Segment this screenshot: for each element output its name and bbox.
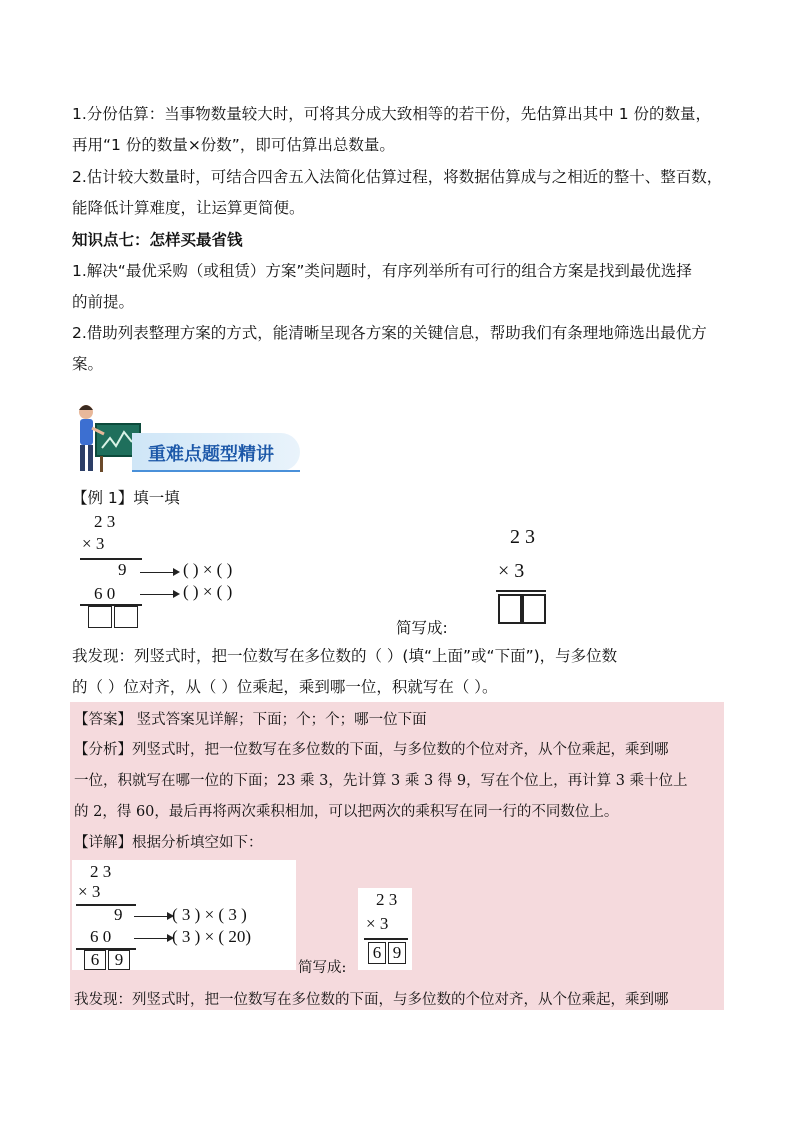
detail-heading: 【详解】根据分析填空如下： (74, 835, 263, 851)
calc-line-1 (80, 558, 142, 560)
ans-simple-multiplier: × 3 (366, 914, 389, 933)
ans-simple-form (358, 888, 412, 970)
question-line-2: 的（ ）位对齐，从（ ）位乘起，乘到哪一位，积就写在（ ）。 (72, 678, 498, 696)
ans-arrow-1 (134, 916, 168, 917)
simple-form (496, 526, 556, 626)
arrow-1 (140, 572, 174, 573)
conclusion-line: 我发现：列竖式时，把一位数写在多位数的下面，与多位数的个位对齐，从个位乘起，乘到哪 (74, 992, 669, 1008)
ans-simple-multiplicand: 2 3 (376, 890, 398, 909)
ans-calc-multiplier: × 3 (78, 882, 101, 901)
question-line-1: 我发现：列竖式时，把一位数写在多位数的（ ）(填“上面”或“下面”)，与多位数 (72, 647, 618, 665)
example-1-label: 【例 1】填一填 (72, 489, 180, 507)
ans-calc-partial-2: 6 0 (90, 927, 112, 946)
simple-multiplicand: 2 3 (510, 526, 535, 548)
analysis-line-2: 一位，积就写在哪一位的下面；23 乘 3，先计算 3 乘 3 得 9，写在个位上，再计算 3 乘十位上 (74, 773, 688, 789)
answer-box-ones[interactable] (114, 606, 138, 628)
banner-underline (132, 470, 300, 472)
arrowhead-1 (173, 568, 180, 576)
estimate-tip-1-line-2: 再用“1 份的数量×份数”，即可估算出总数量。 (72, 136, 395, 154)
buy-tip-2-line-2: 案。 (72, 355, 104, 373)
answer-line: 【答案】 竖式答案见详解；下面；个；个；哪一位下面 (74, 712, 427, 728)
ans-calc-partial-1: 9 (114, 905, 123, 924)
estimate-tip-2-line-2: 能降低计算难度，让运算更简便。 (72, 199, 305, 217)
ans-simple-line (364, 938, 408, 940)
calc-paren-1: ( ) × ( ) (183, 560, 233, 579)
arrowhead-2 (173, 590, 180, 598)
buy-tip-1-line-1: 1.解决“最优采购（或租赁）方案”类问题时，有序列举所有可行的组合方案是找到最优选择 (72, 262, 692, 280)
analysis-line-3: 的 2，得 60，最后再将两次乘积相加，可以把两次的乘积写在同一行的不同数位上。 (74, 804, 619, 820)
calc-multiplicand: 2 3 (94, 512, 116, 531)
simple-label: 简写成: (396, 619, 448, 637)
ans-box-ones: 9 (108, 950, 130, 970)
ans-box-tens: 6 (84, 950, 106, 970)
calc-paren-2: ( ) × ( ) (183, 582, 233, 601)
ans-calc-multiplicand: 2 3 (90, 862, 112, 881)
calc-partial-2: 6 0 (94, 584, 116, 603)
knowledge-point-7-heading: 知识点七：怎样买最省钱 (72, 231, 243, 249)
buy-tip-1-line-2: 的前提。 (72, 293, 135, 311)
ans-calc-line-1 (76, 904, 136, 906)
ans-simple-box-tens: 6 (368, 942, 386, 964)
calc-multiplier: × 3 (82, 534, 105, 553)
simple-line (496, 590, 546, 592)
simple-box-ones[interactable] (522, 594, 546, 624)
section-banner (72, 400, 302, 474)
simple-multiplier: × 3 (498, 560, 525, 582)
ans-calc-paren-1: ( 3 ) × ( 3 ) (172, 905, 247, 924)
estimate-tip-1-line-1: 1.分份估算：当事物数量较大时，可将其分成大致相等的若干份，先估算出其中 1 份的数量， (72, 105, 712, 123)
ans-simple-label: 简写成: (298, 960, 347, 976)
arrow-2 (140, 594, 174, 595)
banner-title: 重难点题型精讲 (148, 444, 274, 465)
ans-simple-box-ones: 9 (388, 942, 406, 964)
buy-tip-2-line-1: 2.借助列表整理方案的方式，能清晰呈现各方案的关键信息，帮助我们有条理地筛选出最优方 (72, 324, 707, 342)
answer-box-tens[interactable] (88, 606, 112, 628)
ans-arrow-2 (134, 938, 168, 939)
calc-partial-1: 9 (118, 560, 127, 579)
simple-box-tens[interactable] (498, 594, 522, 624)
question-vertical-calc (78, 510, 318, 630)
answer-vertical-calc (72, 860, 296, 970)
analysis-line-1: 【分析】列竖式时，把一位数写在多位数的下面，与多位数的个位对齐，从个位乘起，乘到哪 (74, 742, 669, 758)
estimate-tip-2-line-1: 2.估计较大数量时，可结合四舍五入法简化估算过程，将数据估算成与之相近的整十、整百数， (72, 168, 723, 186)
ans-calc-paren-2: ( 3 ) × ( 20) (172, 927, 251, 946)
